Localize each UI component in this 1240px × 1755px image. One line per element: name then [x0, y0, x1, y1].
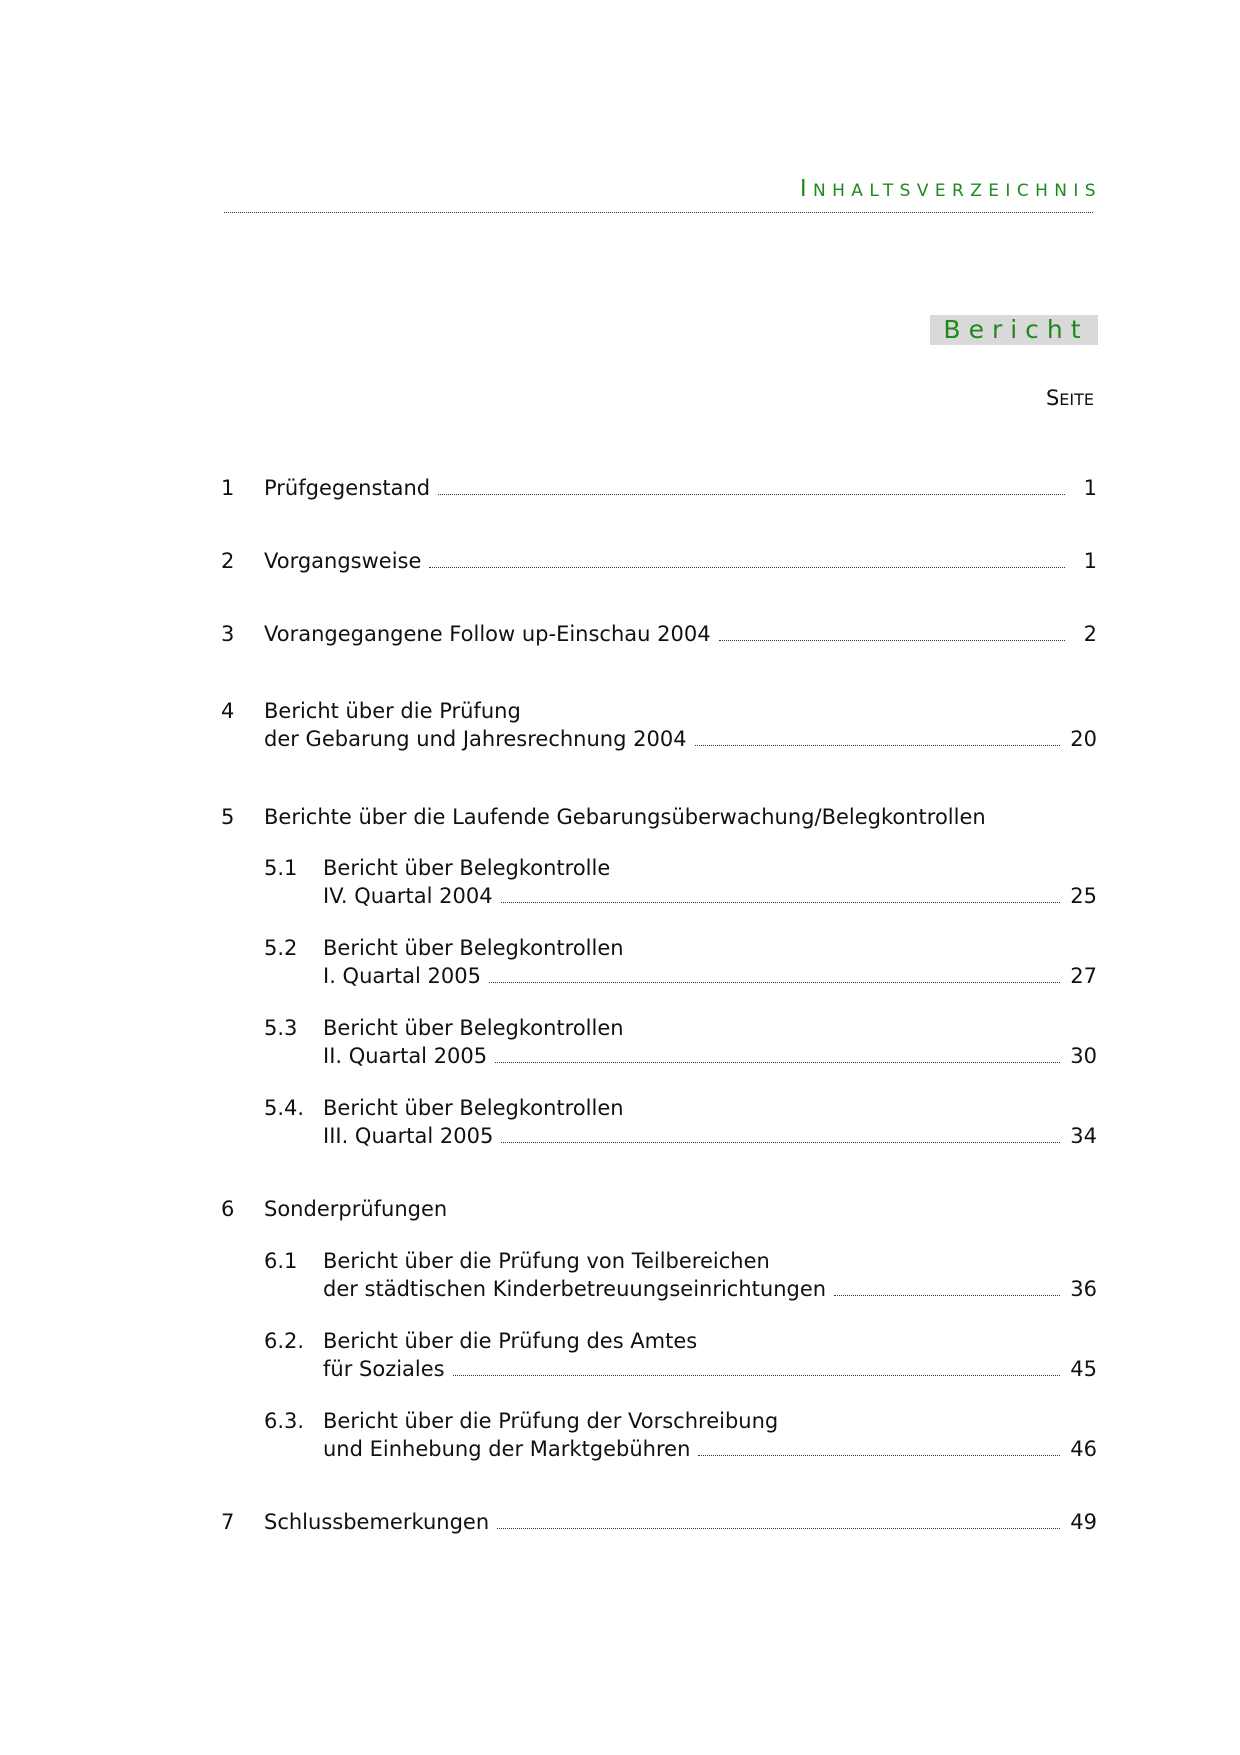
- toc-entry-number: 7: [221, 1510, 235, 1534]
- toc-entry-line: [264, 725, 1097, 753]
- toc-entry-title: Schlussbemerkungen: [264, 1510, 490, 1534]
- toc-entry-line: [323, 1435, 1097, 1463]
- dot-leader: [429, 567, 1065, 568]
- dot-leader: [834, 1295, 1060, 1296]
- toc-entry-page: 36: [1070, 1277, 1097, 1301]
- toc-entry-title: Sonderprüfungen: [264, 1197, 448, 1221]
- toc-entry-title-line1: Bericht über Belegkontrollen: [323, 936, 624, 960]
- toc-entry-line: [323, 1355, 1097, 1383]
- toc-entry-line: [323, 962, 1097, 990]
- toc-entry-page: 20: [1070, 727, 1097, 751]
- toc-entry-number: 6.3.: [264, 1409, 305, 1433]
- toc-entry-number: 4: [221, 699, 235, 723]
- toc-entry-page: 30: [1070, 1044, 1097, 1068]
- toc-entry-number: 6.1: [264, 1249, 298, 1273]
- toc-entry-number: 3: [221, 622, 235, 646]
- toc-entry-title-line2: für Soziales: [323, 1357, 445, 1381]
- toc-entry-number: 2: [221, 549, 235, 573]
- page-column-label-initial: S: [1045, 386, 1060, 410]
- toc-entry-number: 6: [221, 1197, 235, 1221]
- toc-entry-title-line1: Bericht über die Prüfung der Vorschreibung: [323, 1409, 779, 1433]
- toc-entry-title-line1: Bericht über die Prüfung: [264, 699, 521, 723]
- dot-leader: [438, 494, 1065, 495]
- toc-entry-page: 1: [1083, 476, 1097, 500]
- page-column-label-rest: EITE: [1059, 390, 1094, 409]
- toc-entry-page: 25: [1070, 884, 1097, 908]
- toc-entry-page: 49: [1070, 1510, 1097, 1534]
- toc-entry-page: 2: [1083, 622, 1097, 646]
- document-title: [800, 178, 1102, 201]
- toc-entry-number: 5: [221, 805, 235, 829]
- document-title-rest: NHALTSVERZEICHNIS: [813, 181, 1102, 201]
- dot-leader: [695, 745, 1061, 746]
- toc-entry-title-line2: I. Quartal 2005: [323, 964, 481, 988]
- toc-entry-line: [323, 1042, 1097, 1070]
- toc-entry-line: [323, 1122, 1097, 1150]
- header-dotted-rule: [224, 212, 1093, 213]
- toc-entry-title: Vorangegangene Follow up-Einschau 2004: [264, 622, 711, 646]
- toc-entry-title-line1: Bericht über die Prüfung von Teilbereichen: [323, 1249, 770, 1273]
- toc-entry-line: [264, 1508, 1097, 1536]
- dot-leader: [495, 1062, 1060, 1063]
- toc-entry-title: Berichte über die Laufende Gebarungsüberwachung/Belegkontrollen: [264, 805, 986, 829]
- toc-entry-title-line2: III. Quartal 2005: [323, 1124, 494, 1148]
- toc-entry-line: [323, 882, 1097, 910]
- toc-entry-number: 5.2: [264, 936, 298, 960]
- toc-entry-number: 5.1: [264, 856, 298, 880]
- dot-leader: [501, 902, 1061, 903]
- toc-entry-title-line2: und Einhebung der Marktgebühren: [323, 1437, 691, 1461]
- toc-entry-line: [264, 474, 1097, 502]
- section-label: Bericht: [930, 315, 1098, 345]
- dot-leader: [497, 1528, 1060, 1529]
- dot-leader: [719, 640, 1065, 641]
- toc-entry-title: Vorgangsweise: [264, 549, 422, 573]
- toc-entry-title-line2: der städtischen Kinderbetreuungseinrichtungen: [323, 1277, 827, 1301]
- dot-leader: [489, 982, 1060, 983]
- dot-leader: [453, 1375, 1061, 1376]
- page-column-label: [1046, 388, 1094, 409]
- toc-entry-line: [264, 547, 1097, 575]
- dot-leader: [501, 1142, 1060, 1143]
- toc-entry-line: [323, 1275, 1097, 1303]
- toc-entry-number: 5.3: [264, 1016, 298, 1040]
- toc-entry-page: 1: [1083, 549, 1097, 573]
- toc-entry-page: 46: [1070, 1437, 1097, 1461]
- toc-entry-page: 45: [1070, 1357, 1097, 1381]
- toc-entry-page: 27: [1070, 964, 1097, 988]
- toc-entry-number: 5.4.: [264, 1096, 305, 1120]
- toc-entry-title-line2: II. Quartal 2005: [323, 1044, 488, 1068]
- toc-entry-line: [264, 620, 1097, 648]
- dot-leader: [698, 1455, 1060, 1456]
- toc-entry-number: 1: [221, 476, 235, 500]
- toc-entry-title-line1: Bericht über Belegkontrollen: [323, 1096, 624, 1120]
- toc-entry-title-line1: Bericht über die Prüfung des Amtes: [323, 1329, 698, 1353]
- toc-entry-title-line2: IV. Quartal 2004: [323, 884, 493, 908]
- toc-entry-title-line1: Bericht über Belegkontrolle: [323, 856, 611, 880]
- document-title-initial: I: [799, 176, 813, 202]
- toc-entry-title: Prüfgegenstand: [264, 476, 431, 500]
- toc-entry-number: 6.2.: [264, 1329, 305, 1353]
- toc-entry-title-line2: der Gebarung und Jahresrechnung 2004: [264, 727, 687, 751]
- toc-entry-page: 34: [1070, 1124, 1097, 1148]
- toc-entry-title-line1: Bericht über Belegkontrollen: [323, 1016, 624, 1040]
